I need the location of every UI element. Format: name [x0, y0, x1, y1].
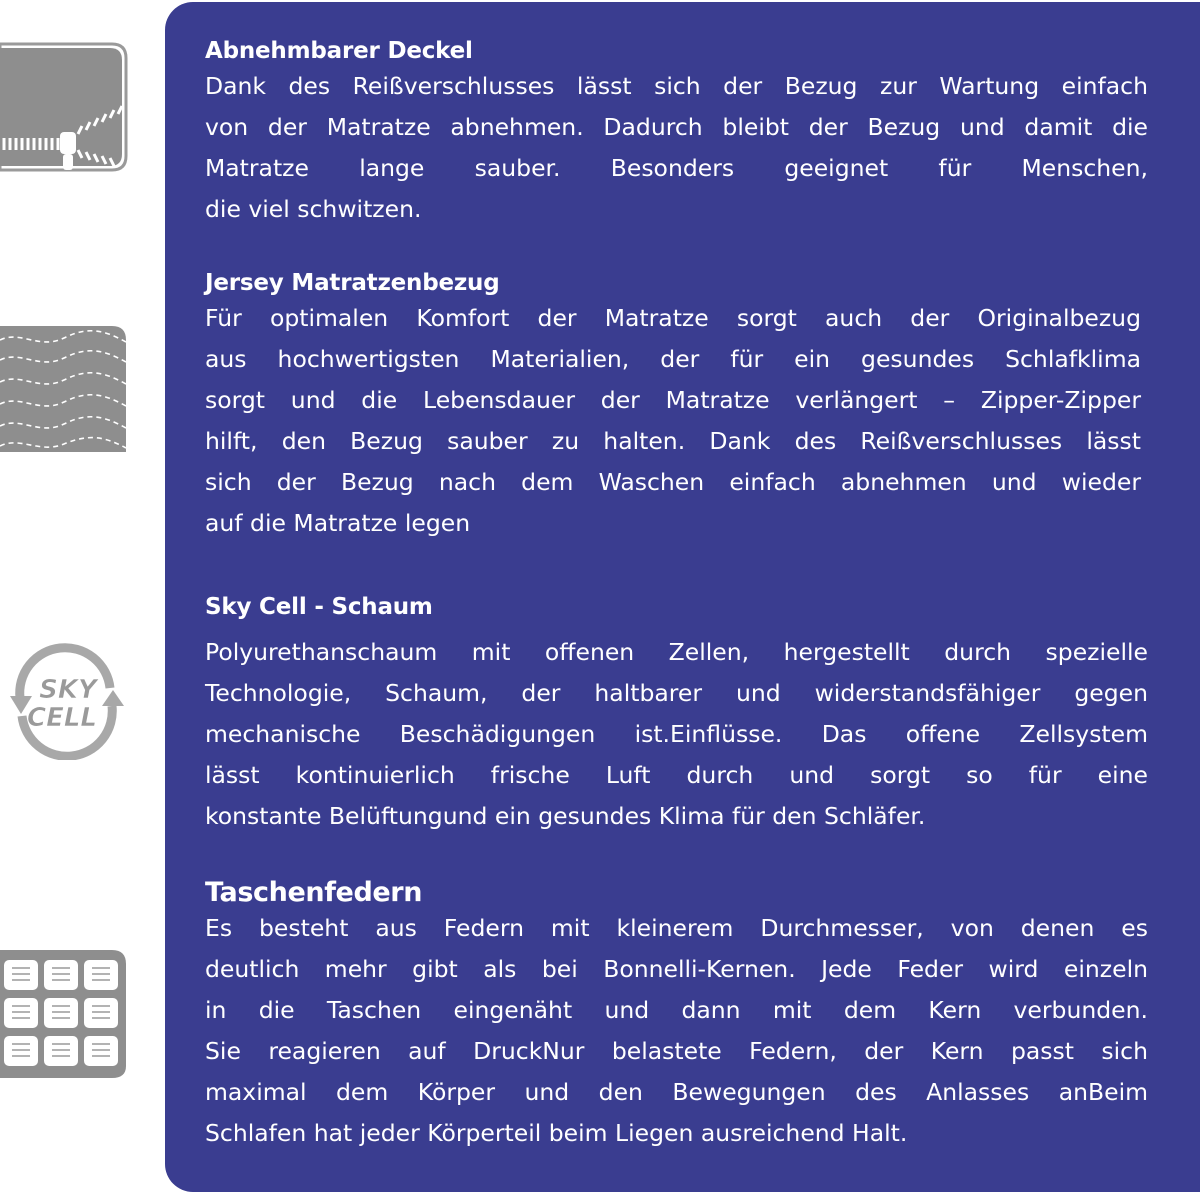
body-line: Schlafen hat jeder Körperteil beim Liegen ausreichend Halt.: [205, 1119, 908, 1147]
body-line: Technologie, Schaum, der haltbarer und widerstandsfähiger gegen: [205, 679, 1148, 707]
sky-cell-icon-text-1: SKY: [39, 675, 97, 705]
body-line: sorgt und die Lebensdauer der Matratze verlängert – Zipper-Zipper: [205, 386, 1141, 414]
section-sky-cell-schaum: [205, 592, 1148, 837]
body-line: Es besteht aus Federn mit kleinerem Durchmesser, von denen es: [205, 914, 1148, 942]
body-line: in die Taschen eingenäht und dann mit dem Kern verbunden.: [205, 996, 1148, 1024]
body-line: Für optimalen Komfort der Matratze sorgt auch der Originalbezug: [205, 304, 1141, 332]
section-body: [205, 632, 1148, 837]
body-line: die viel schwitzen.: [205, 195, 422, 223]
body-line: sich der Bezug nach dem Waschen einfach abnehmen und wieder: [205, 468, 1141, 496]
body-line: konstante Belüftungund ein gesundes Klima für den Schläfer.: [205, 802, 926, 830]
body-line: auf die Matratze legen: [205, 509, 471, 537]
body-line: lässt kontinuierlich frische Luft durch und sorgt so für eine: [205, 761, 1148, 789]
section-taschenfedern: [205, 878, 1148, 1154]
section-heading: Abnehmbarer Deckel: [205, 38, 473, 64]
sky-cell-icon-text-2: CELL: [27, 703, 97, 733]
body-line: Polyurethanschaum mit offenen Zellen, hergestellt durch spezielle: [205, 638, 1148, 666]
body-line: hilft, den Bezug sauber zu halten. Dank des Reißverschlusses lässt: [205, 427, 1141, 455]
section-heading: Sky Cell - Schaum: [205, 594, 433, 620]
body-line: maximal dem Körper und den Bewegungen des Anlasses anBeim: [205, 1078, 1148, 1106]
sky-cell-icon: [0, 640, 130, 760]
section-body: [205, 298, 1141, 544]
body-line: mechanische Beschädigungen ist.Einflüsse. Das offene Zellsystem: [205, 720, 1148, 748]
section-heading: Jersey Matratzenbezug: [205, 270, 500, 296]
body-line: Sie reagieren auf DruckNur belastete Federn, der Kern passt sich: [205, 1037, 1148, 1065]
zipper-icon: [0, 42, 128, 172]
body-line: von der Matratze abnehmen. Dadurch bleibt der Bezug und damit die: [205, 113, 1148, 141]
body-line: deutlich mehr gibt als bei Bonnelli-Kernen. Jede Feder wird einzeln: [205, 955, 1148, 983]
section-body: [205, 908, 1148, 1154]
body-line: Matratze lange sauber. Besonders geeignet für Menschen,: [205, 154, 1148, 182]
section-heading: Taschenfedern: [205, 877, 423, 908]
pocket-springs-icon: [0, 950, 128, 1080]
body-line: Dank des Reißverschlusses lässt sich der Bezug zur Wartung einfach: [205, 72, 1148, 100]
fabric-waves-icon: [0, 326, 128, 454]
body-line: aus hochwertigsten Materialien, der für ein gesundes Schlafklima: [205, 345, 1141, 373]
section-jersey-matratzenbezug: [205, 268, 1148, 544]
section-body: [205, 66, 1148, 230]
section-abnehmbarer-deckel: [205, 36, 1148, 230]
